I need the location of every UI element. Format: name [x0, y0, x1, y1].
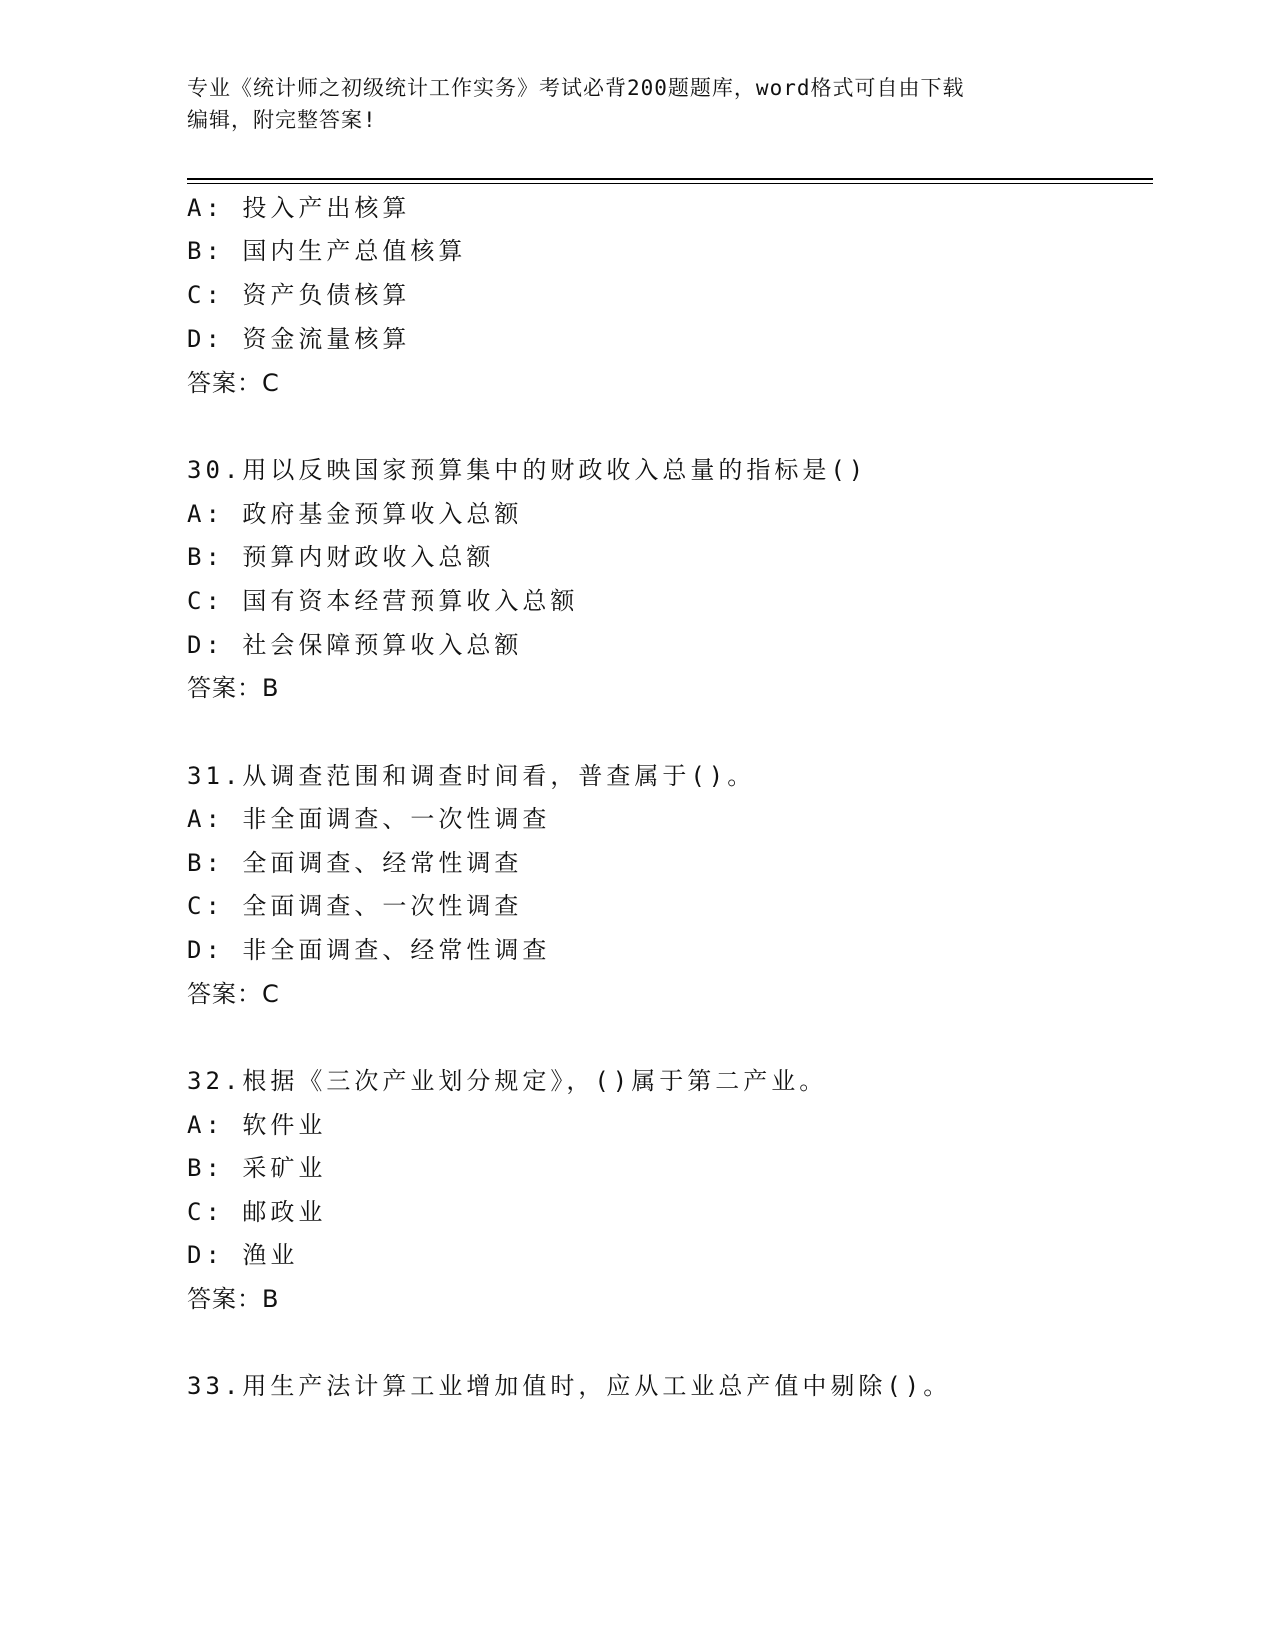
q30-answer: 答案：B [187, 674, 280, 702]
q32-answer: 答案：B [187, 1285, 280, 1313]
q31-option-d: D: 非全面调查、经常性调查 [187, 936, 551, 964]
q30-question: 30.用以反映国家预算集中的财政收入总量的指标是() [187, 456, 868, 484]
q32-option-a: A: 软件业 [187, 1111, 327, 1139]
q30-option-a: A: 政府基金预算收入总额 [187, 500, 523, 528]
q29-answer: 答案：C [187, 369, 280, 397]
document-header [187, 72, 1067, 136]
header-line-2: 编辑，附完整答案! [187, 108, 377, 132]
q33-question: 33.用生产法计算工业增加值时，应从工业总产值中剔除()。 [187, 1372, 952, 1400]
q31-question: 31.从调查范围和调查时间看，普查属于()。 [187, 762, 756, 790]
q32-option-d: D: 渔业 [187, 1241, 299, 1269]
q29-option-d: D: 资金流量核算 [187, 325, 411, 353]
q29-option-b: B: 国内生产总值核算 [187, 237, 467, 265]
q31-option-a: A: 非全面调查、一次性调查 [187, 805, 551, 833]
q31-answer: 答案：C [187, 980, 280, 1008]
q32-option-b: B: 采矿业 [187, 1154, 327, 1182]
q31-option-b: B: 全面调查、经常性调查 [187, 849, 523, 877]
q30-option-c: C: 国有资本经营预算收入总额 [187, 587, 579, 615]
header-rule-thick [187, 178, 1153, 180]
header-rule-thin [187, 183, 1153, 184]
q29-option-a: A: 投入产出核算 [187, 194, 411, 222]
q30-option-d: D: 社会保障预算收入总额 [187, 631, 523, 659]
header-line-1: 专业《统计师之初级统计工作实务》考试必背200题题库，word格式可自由下载 [187, 76, 965, 100]
q32-question: 32.根据《三次产业划分规定》，()属于第二产业。 [187, 1067, 828, 1095]
q30-option-b: B: 预算内财政收入总额 [187, 543, 495, 571]
q32-option-c: C: 邮政业 [187, 1198, 327, 1226]
q29-option-c: C: 资产负债核算 [187, 281, 411, 309]
q31-option-c: C: 全面调查、一次性调查 [187, 892, 523, 920]
